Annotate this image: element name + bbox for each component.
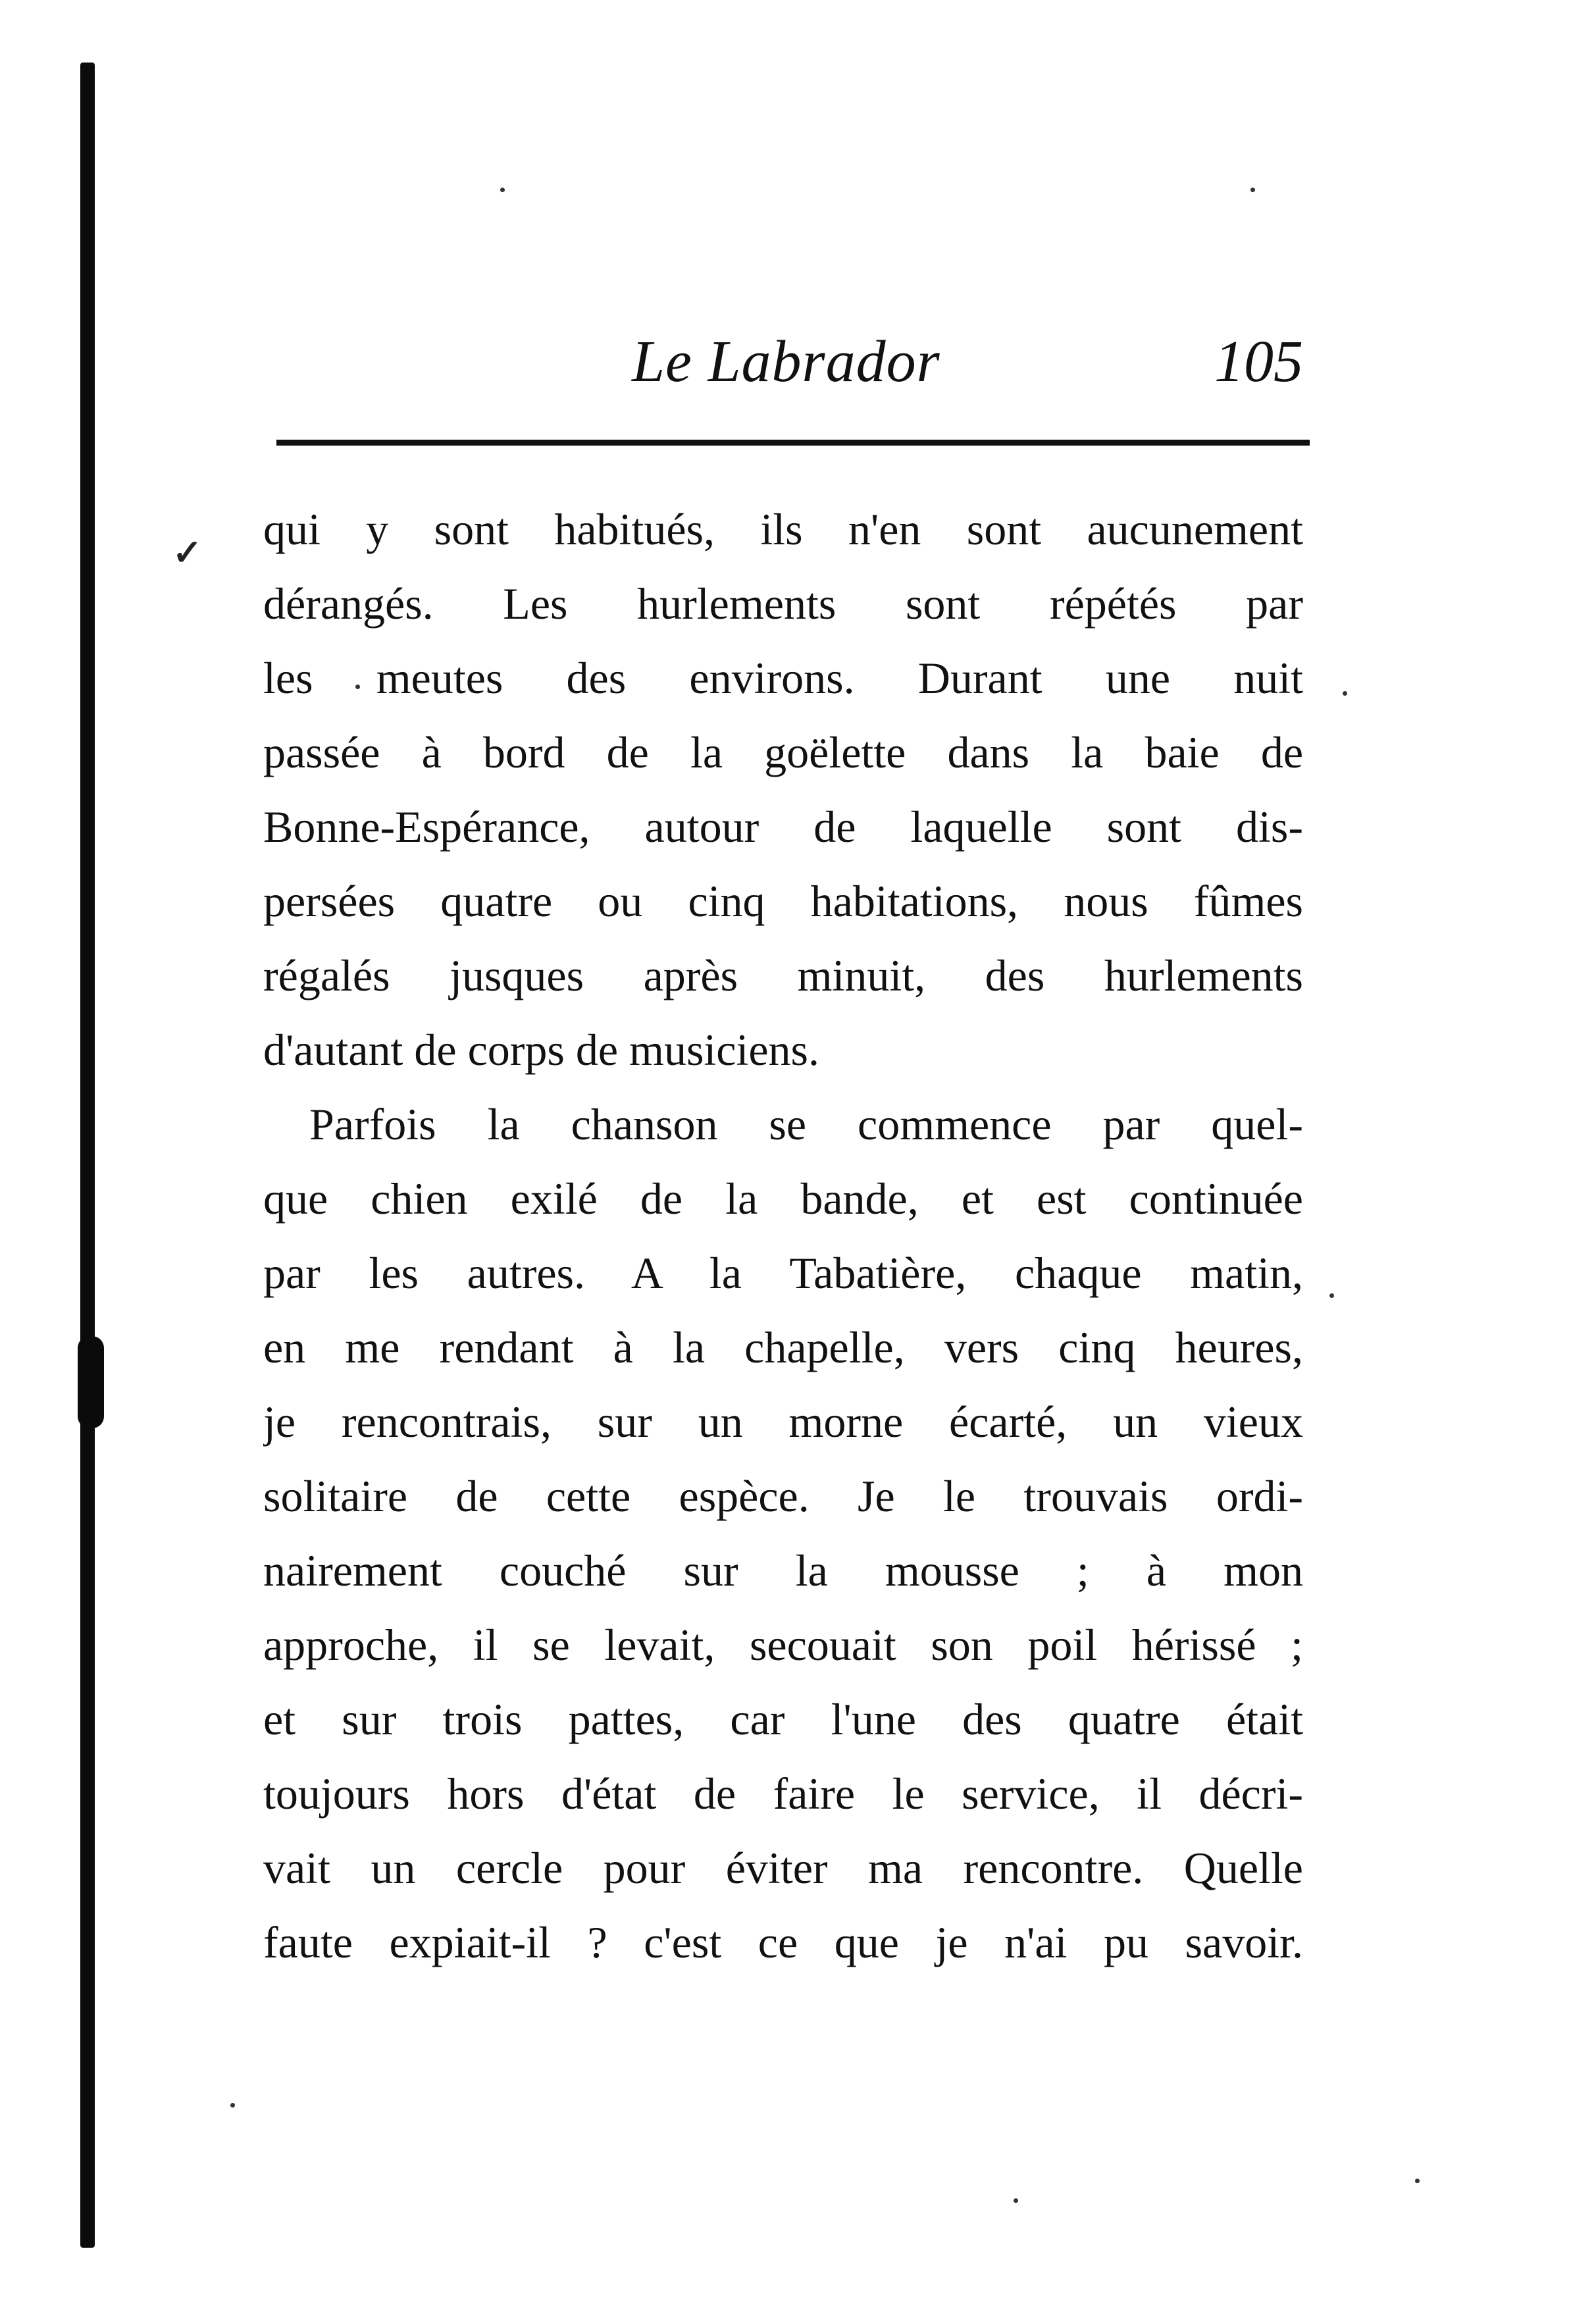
running-title: Le Labrador xyxy=(632,329,940,394)
body-text xyxy=(263,492,1303,1980)
paper-speck xyxy=(1250,188,1255,192)
text-line: passée à bord de la goëlette dans la baie de xyxy=(263,727,1303,777)
text-line: dérangés. Les hurlements sont répétés par xyxy=(263,579,1303,629)
page-binding-notch xyxy=(78,1336,104,1428)
text-line: Bonne-Espérance, autour de laquelle sont dis- xyxy=(263,802,1303,852)
text-line: toujours hors d'état de faire le service, il décri- xyxy=(263,1769,1303,1819)
text-line: par les autres. A la Tabatière, chaque matin, xyxy=(263,1248,1303,1298)
paper-speck xyxy=(1343,691,1347,696)
text-line: persées quatre ou cinq habitations, nous fûmes xyxy=(263,876,1303,926)
text-line: d'autant de corps de musiciens. xyxy=(263,1025,820,1075)
paper-speck xyxy=(1415,2179,1420,2183)
paper-speck xyxy=(1014,2198,1018,2203)
text-line: en me rendant à la chapelle, vers cinq heures, xyxy=(263,1322,1303,1372)
running-head xyxy=(276,323,1316,401)
paper-speck xyxy=(500,188,505,192)
page-binding-edge xyxy=(80,63,95,2248)
margin-ink-mark: ✓ xyxy=(172,533,203,573)
page-number: 105 xyxy=(1214,329,1303,394)
text-line: qui y sont habitués, ils n'en sont aucunement xyxy=(263,504,1303,554)
text-line: et sur trois pattes, car l'une des quatre était xyxy=(263,1694,1303,1744)
text-line: Parfois la chanson se commence par quel- xyxy=(309,1099,1303,1149)
text-line: régalés jusques après minuit, des hurlements xyxy=(263,950,1303,1000)
text-line: nairement couché sur la mousse ; à mon xyxy=(263,1545,1303,1595)
text-line: les meutes des environs. Durant une nuit xyxy=(263,653,1303,703)
header-rule xyxy=(276,440,1310,446)
text-line: approche, il se levait, secouait son poil hérissé ; xyxy=(263,1620,1303,1670)
paper-speck xyxy=(230,2103,235,2108)
text-line: que chien exilé de la bande, et est continuée xyxy=(263,1174,1303,1224)
text-line: faute expiait-il ? c'est ce que je n'ai pu savoir. xyxy=(263,1917,1303,1967)
paragraph-2 xyxy=(263,1087,1303,1980)
paper-speck xyxy=(1329,1293,1334,1298)
text-line: solitaire de cette espèce. Je le trouvais ordi- xyxy=(263,1471,1303,1521)
text-line: vait un cercle pour éviter ma rencontre. Quelle xyxy=(263,1843,1303,1893)
paragraph-1 xyxy=(263,492,1303,1087)
text-line: je rencontrais, sur un morne écarté, un vieux xyxy=(263,1397,1303,1447)
